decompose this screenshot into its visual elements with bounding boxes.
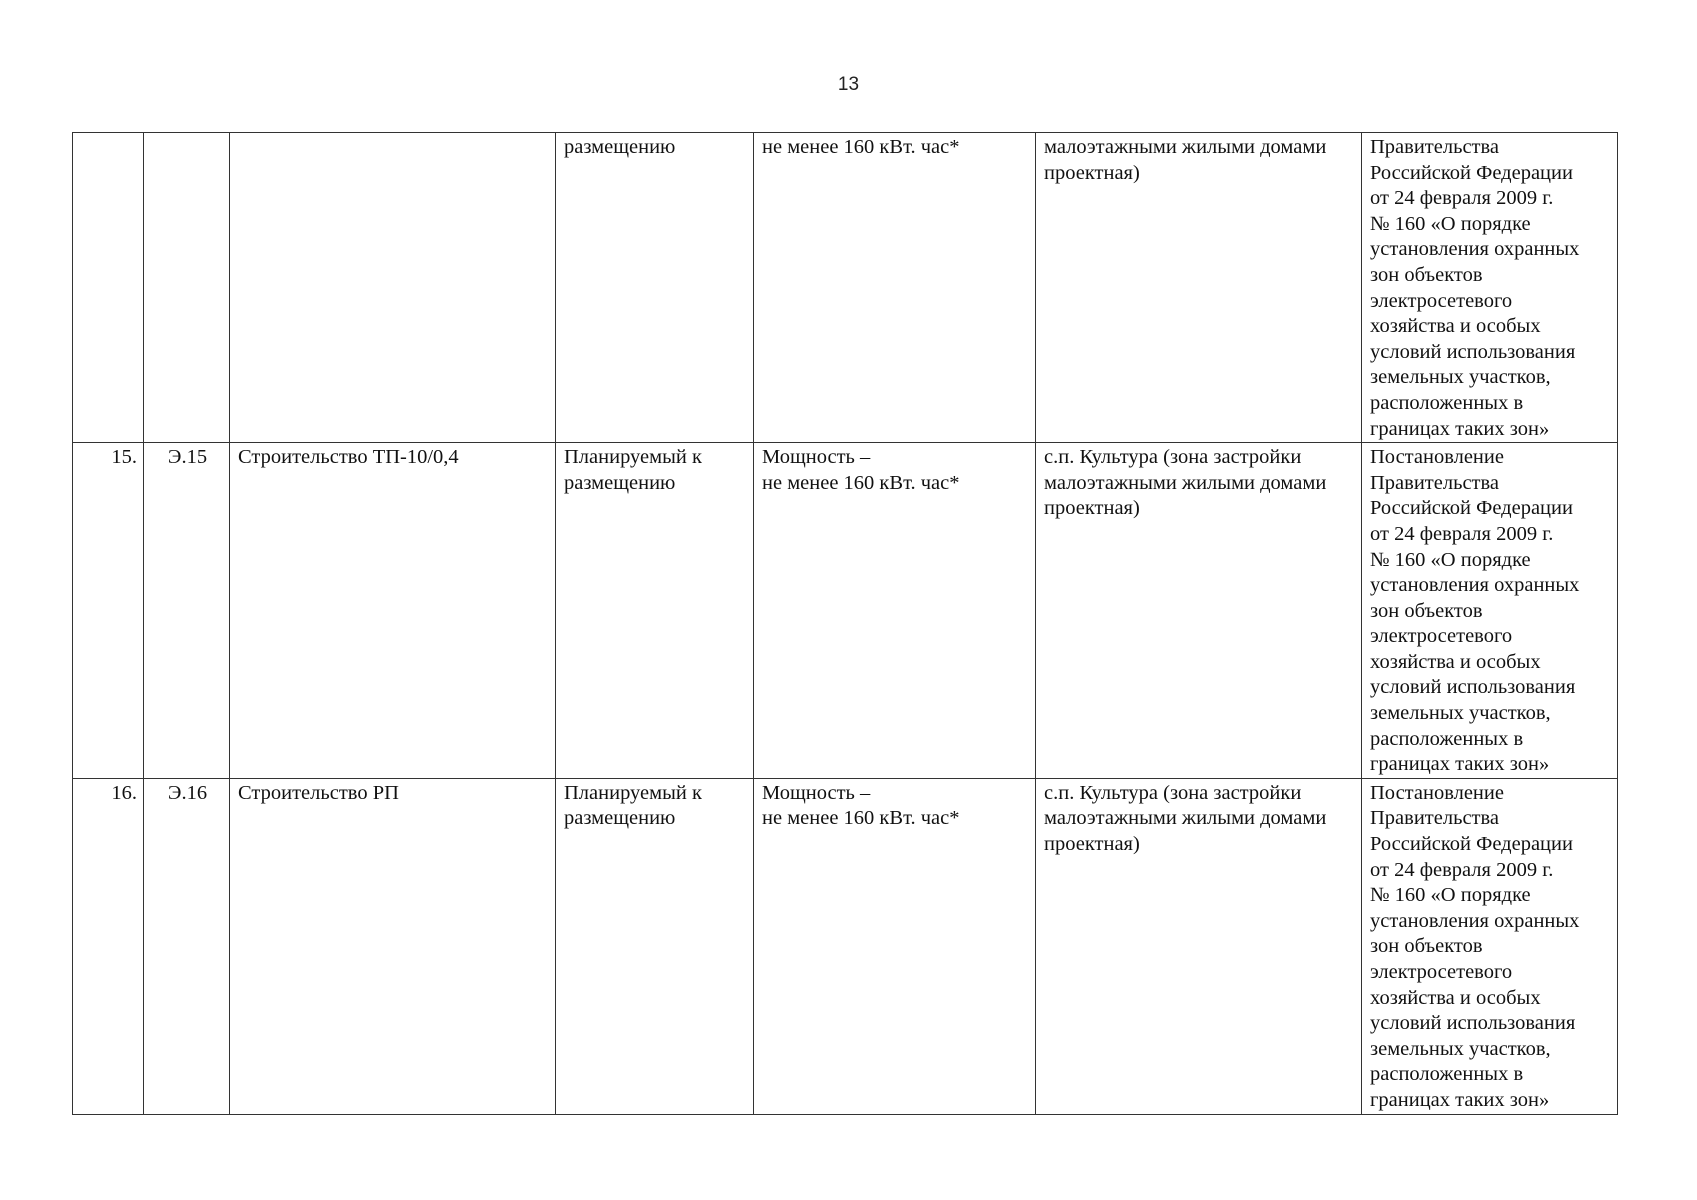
legal-basis-cell: Правительства Российской Федерации от 24 февраля 2009 г. № 160 «О порядке установления охранных зон объектов электросетевого хозяйства и особых условий использования земельных участков, расположенных в границах таких зон» (1362, 133, 1618, 443)
objects-table (72, 132, 1618, 1115)
object-name-cell (230, 133, 556, 443)
object-name-cell: Строительство РП (230, 778, 556, 1114)
legal-basis-cell: Постановление Правительства Российской Федерации от 24 февраля 2009 г. № 160 «О порядке установления охранных зон объектов электросетевого хозяйства и особых условий использования земельных участков, расположенных в границах таких зон» (1362, 443, 1618, 779)
parameters-cell: Мощность – не менее 160 кВт. час* (754, 778, 1036, 1114)
parameters-cell: не менее 160 кВт. час* (754, 133, 1036, 443)
status-cell: Планируемый к размещению (556, 443, 754, 779)
object-code-cell: Э.15 (144, 443, 230, 779)
parameters-cell: Мощность – не менее 160 кВт. час* (754, 443, 1036, 779)
object-name-cell: Строительство ТП-10/0,4 (230, 443, 556, 779)
table-row-15 (73, 443, 1618, 779)
row-number-cell: 15. (73, 443, 144, 779)
object-code-cell (144, 133, 230, 443)
row-number-cell (73, 133, 144, 443)
status-cell: размещению (556, 133, 754, 443)
page-number: 13 (837, 74, 860, 95)
table-row-continued (73, 133, 1618, 443)
row-number-cell: 16. (73, 778, 144, 1114)
status-cell: Планируемый к размещению (556, 778, 754, 1114)
legal-basis-cell: Постановление Правительства Российской Федерации от 24 февраля 2009 г. № 160 «О порядке установления охранных зон объектов электросетевого хозяйства и особых условий использования земельных участков, расположенных в границах таких зон» (1362, 778, 1618, 1114)
table-row-16 (73, 778, 1618, 1114)
object-code-cell: Э.16 (144, 778, 230, 1114)
location-cell: с.п. Культура (зона застройки малоэтажными жилыми домами проектная) (1036, 778, 1362, 1114)
location-cell: малоэтажными жилыми домами проектная) (1036, 133, 1362, 443)
location-cell: с.п. Культура (зона застройки малоэтажными жилыми домами проектная) (1036, 443, 1362, 779)
